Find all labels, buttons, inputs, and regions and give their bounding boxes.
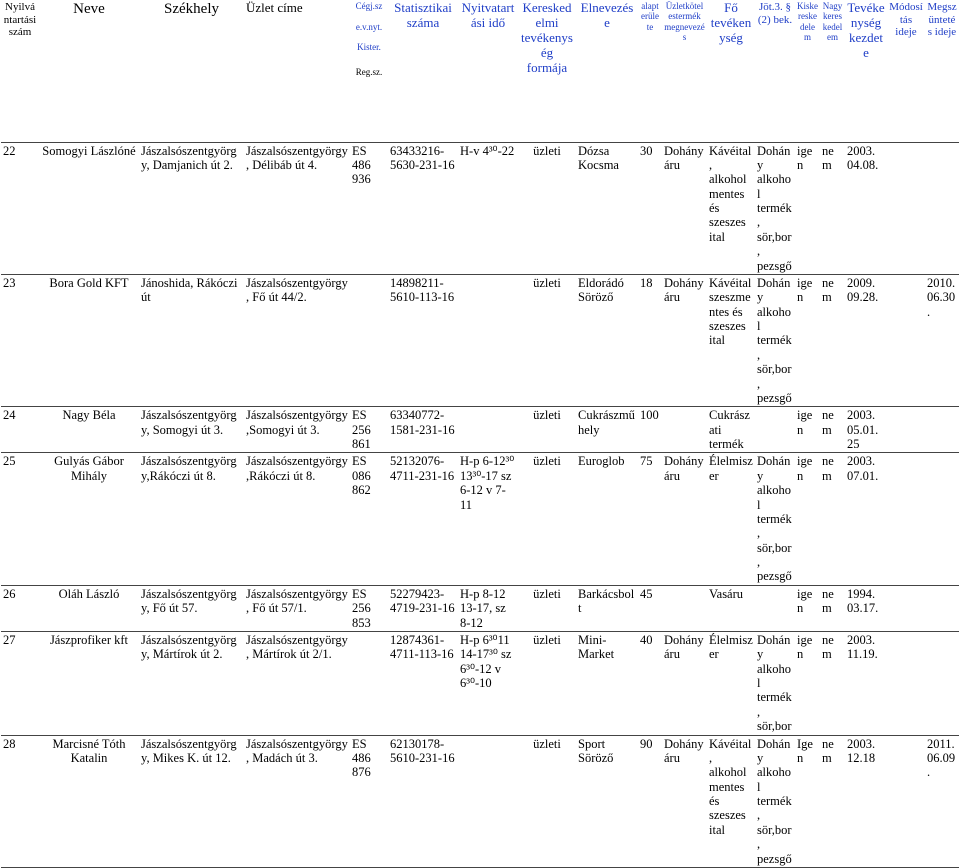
row-wholesale: nem (822, 736, 834, 765)
row-retail: igen (797, 408, 813, 437)
row-trade-form: üzleti (533, 586, 561, 601)
row-area: 75 (640, 454, 653, 469)
row-area: 90 (640, 736, 653, 751)
row-main-activity: Kávéital, alkoholmentes és szeszes ital (709, 736, 752, 837)
row-licensed-goods: Dohányáru (664, 275, 704, 305)
row-retail: igen (797, 586, 813, 616)
row-name: Nagy Béla (62, 408, 116, 423)
header-alapterulete: alapterülete (638, 0, 662, 142)
row-jot: Dohány alkohol termék, sör,bor, pezsgő (757, 275, 792, 405)
row-wholesale: nem (822, 586, 834, 616)
row-opening-hours (458, 407, 518, 453)
row-end-date (925, 453, 959, 585)
table-row (1, 453, 959, 585)
row-name: Bora Gold KFT (49, 275, 129, 290)
row-trade-form: üzleti (533, 408, 561, 423)
row-reg-number (350, 274, 388, 406)
row-opening-hours (458, 735, 518, 867)
row-seat: Jászalsószentgyörgy, Fő út 57. (141, 586, 237, 616)
row-area: 100 (640, 408, 659, 423)
row-opening-hours: H-p 6-12³⁰ 13³⁰-17 sz 6-12 v 7-11 (460, 454, 515, 512)
row-shop-title: Cukrászműhely (578, 408, 635, 437)
header-cegj-text: Cégj.sz (355, 1, 383, 11)
table-row (1, 585, 959, 631)
row-seat: Jászalsószentgyörgy,Rákóczi út 8. (141, 454, 237, 483)
row-jot (755, 585, 795, 631)
header-kereskedelmi: Kereskedelmi tevékenység formája (518, 0, 576, 142)
header-elnevezese: Elnevezése (576, 0, 638, 142)
row-reg-number: ES 486 876 (352, 736, 371, 780)
row-trade-form: üzleti (533, 275, 561, 290)
row-trade-form: üzleti (533, 632, 561, 647)
table-row (1, 142, 959, 274)
row-seat: Jászalsószentgyörgy, Mártírok út 2. (141, 632, 237, 662)
row-shop-title: Eldorádó Söröző (578, 275, 624, 305)
row-seat: Jászalsószentgyörgy, Damjanich út 2. (141, 143, 237, 172)
row-opening-hours: H-v 4³⁰-22 (460, 143, 515, 158)
row-start-date: 2003. 12.18 (847, 736, 876, 765)
row-reg-number: ES 086 862 (352, 454, 371, 498)
row-area: 40 (640, 632, 653, 647)
row-jot: Dohány alkohol termék, sör,bor, pezsgő (757, 143, 792, 273)
row-jot: Dohány alkohol termék, sör,bor, pezsgő (757, 454, 792, 584)
row-stat-number: 12874361-4711-113-16 (390, 632, 454, 662)
row-seat: Jánoshida, Rákóczi út (141, 275, 238, 305)
header-megszuntetes: Megszüntetés ideje (925, 0, 959, 142)
row-modified-date (887, 735, 925, 867)
row-wholesale: nem (822, 632, 834, 662)
row-shop-address: Jászalsószentgyörgy,Rákóczi út 8. (246, 454, 348, 483)
row-licensed-goods: Dohányáru (664, 454, 704, 483)
row-area: 30 (640, 143, 653, 158)
row-shop-address: Jászalsószentgyörgy, Mártírok út 2/1. (246, 632, 348, 662)
row-main-activity: Kávéital, alkoholmentes és szeszes ital (709, 143, 752, 244)
row-stat-number: 52279423-4719-231-16 (390, 586, 455, 616)
row-wholesale: nem (822, 408, 834, 437)
row-seat: Jászalsószentgyörgy, Mikes K. út 12. (141, 736, 237, 765)
row-modified-date (887, 631, 925, 735)
header-modositas: Módosítás ideje (887, 0, 925, 142)
header-cegj (350, 0, 388, 142)
row-retail: igen (797, 632, 813, 662)
row-shop-address: Jászalsószentgyörgy, Fő út 44/2. (246, 275, 348, 305)
row-end-date (925, 407, 959, 453)
row-main-activity: Élelmiszer (709, 454, 753, 483)
row-start-date: 2003. 07.01. (847, 454, 879, 483)
row-shop-title: Barkácsbolt (578, 586, 635, 616)
row-start-date: 2003. 05.01. 25 (847, 408, 879, 451)
row-wholesale: nem (822, 143, 834, 172)
header-tevekenyseg-kezdete: Tevékenység kezdete (845, 0, 887, 142)
row-jot: Dohány alkohol termék, sör,bor, pezsgő (757, 736, 792, 866)
registry-table (1, 0, 959, 868)
row-shop-address: Jászalsószentgyörgy, Madách út 3. (246, 736, 348, 765)
row-end-date (925, 585, 959, 631)
row-reg-number (350, 631, 388, 735)
row-jot (755, 407, 795, 453)
row-name: Oláh László (58, 586, 120, 601)
row-name: Marcisné Tóth Katalin (52, 736, 126, 765)
header-nagyker: Nagykereskedelem (820, 0, 845, 142)
row-number: 27 (3, 632, 16, 647)
row-jot: Dohány alkohol termék, sör,bor (757, 632, 792, 734)
header-nyilv: Nyilvántartási szám (1, 0, 39, 142)
row-seat: Jászalsószentgyörgy, Somogyi út 3. (141, 408, 237, 437)
row-end-date (925, 142, 959, 274)
row-start-date: 2003. 04.08. (847, 143, 879, 172)
row-area: 18 (640, 275, 653, 290)
row-modified-date (887, 407, 925, 453)
row-start-date: 1994. 03.17. (847, 586, 879, 616)
row-area: 45 (640, 586, 653, 601)
header-nyitvatartasi: Nyitvatartási idő (458, 0, 518, 142)
header-evnyt: e.v.nyt. (355, 21, 383, 32)
row-licensed-goods: Dohányáru (664, 736, 704, 765)
row-trade-form: üzleti (533, 143, 561, 158)
row-licensed-goods (662, 407, 707, 453)
header-kiskeresk: Kiskereskedelem (795, 0, 820, 142)
table-body (1, 142, 959, 867)
row-number: 25 (3, 454, 16, 469)
row-modified-date (887, 585, 925, 631)
row-wholesale: nem (822, 454, 834, 483)
row-retail: igen (797, 275, 813, 305)
row-shop-address: Jászalsószentgyörgy, Fő út 57/1. (246, 586, 348, 616)
row-name: Somogyi Lászlóné (42, 143, 136, 158)
row-main-activity: Kávéital szeszmentes és szeszes ital (709, 275, 752, 348)
row-shop-title: Euroglob (578, 454, 625, 469)
row-modified-date (887, 453, 925, 585)
row-modified-date (887, 274, 925, 406)
row-shop-address: Jászalsószentgyörgy,Somogyi út 3. (246, 408, 348, 437)
row-name: Gulyás Gábor Mihály (54, 454, 124, 483)
row-main-activity: Vasáru (709, 586, 744, 601)
table-row (1, 631, 959, 735)
row-opening-hours: H-p 8-12 13-17, sz 8-12 (460, 586, 506, 630)
row-number: 22 (3, 143, 16, 158)
table-row (1, 407, 959, 453)
row-shop-title: Sport Söröző (578, 736, 614, 765)
row-stat-number: 63433216-5630-231-16 (390, 143, 455, 172)
header-uzletkoteles: Üzletkötelestermék megnevezés (662, 0, 707, 142)
row-end-date: 2010. 06.30. (927, 275, 956, 319)
row-start-date: 2009. 09.28. (847, 275, 879, 305)
row-name: Jászprofiker kft (49, 632, 129, 647)
row-stat-number: 52132076-4711-231-16 (390, 454, 455, 483)
row-end-date (925, 631, 959, 735)
row-retail: Igen (797, 736, 813, 765)
row-trade-form: üzleti (533, 736, 561, 751)
row-reg-number: ES 486 936 (352, 143, 371, 187)
row-stat-number: 14898211-5610-113-16 (390, 275, 455, 305)
row-shop-title: Mini-Market (578, 632, 615, 662)
row-wholesale: nem (822, 275, 834, 305)
row-main-activity: Cukrászati termék (709, 408, 750, 451)
header-uzlet-cime: Üzlet címe (244, 0, 350, 142)
row-retail: igen (797, 143, 813, 172)
row-shop-address: Jászalsószentgyörgy, Délibáb út 4. (246, 143, 348, 172)
row-licensed-goods (662, 585, 707, 631)
row-modified-date (887, 142, 925, 274)
row-licensed-goods: Dohányáru (664, 143, 704, 172)
table-row (1, 274, 959, 406)
header-statisztika: Statisztikai száma (388, 0, 458, 142)
header-fo-tevekenyseg: Fő tevékenység (707, 0, 755, 142)
header-jot: Jöt.3. § (2) bek. (755, 0, 795, 142)
row-opening-hours (458, 274, 518, 406)
row-reg-number: ES 256 861 (352, 408, 371, 451)
row-number: 28 (3, 736, 16, 751)
row-stat-number: 62130178-5610-231-16 (390, 736, 455, 765)
header-regsz: Reg.sz. (355, 66, 383, 77)
header-row (1, 0, 959, 142)
row-main-activity: Élelmiszer (709, 632, 753, 662)
row-end-date: 2011. 06.09. (927, 736, 956, 780)
header-szekhely: Székhely (139, 0, 244, 142)
row-number: 24 (3, 408, 16, 423)
row-number: 23 (3, 275, 16, 290)
row-licensed-goods: Dohányáru (664, 632, 704, 662)
header-neve: Neve (39, 0, 139, 142)
header-kister: Kister. (357, 42, 381, 53)
row-trade-form: üzleti (533, 454, 561, 469)
table-row (1, 735, 959, 867)
row-reg-number: ES 256 853 (352, 586, 371, 630)
row-opening-hours: H-p 6³⁰11 14-17³⁰ sz 6³⁰-12 v 6³⁰-10 (460, 632, 512, 690)
row-shop-title: Dózsa Kocsma (578, 143, 619, 172)
row-retail: igen (797, 454, 813, 483)
row-stat-number: 63340772-1581-231-16 (390, 408, 455, 437)
row-start-date: 2003. 11.19. (847, 632, 878, 662)
row-number: 26 (3, 586, 16, 601)
